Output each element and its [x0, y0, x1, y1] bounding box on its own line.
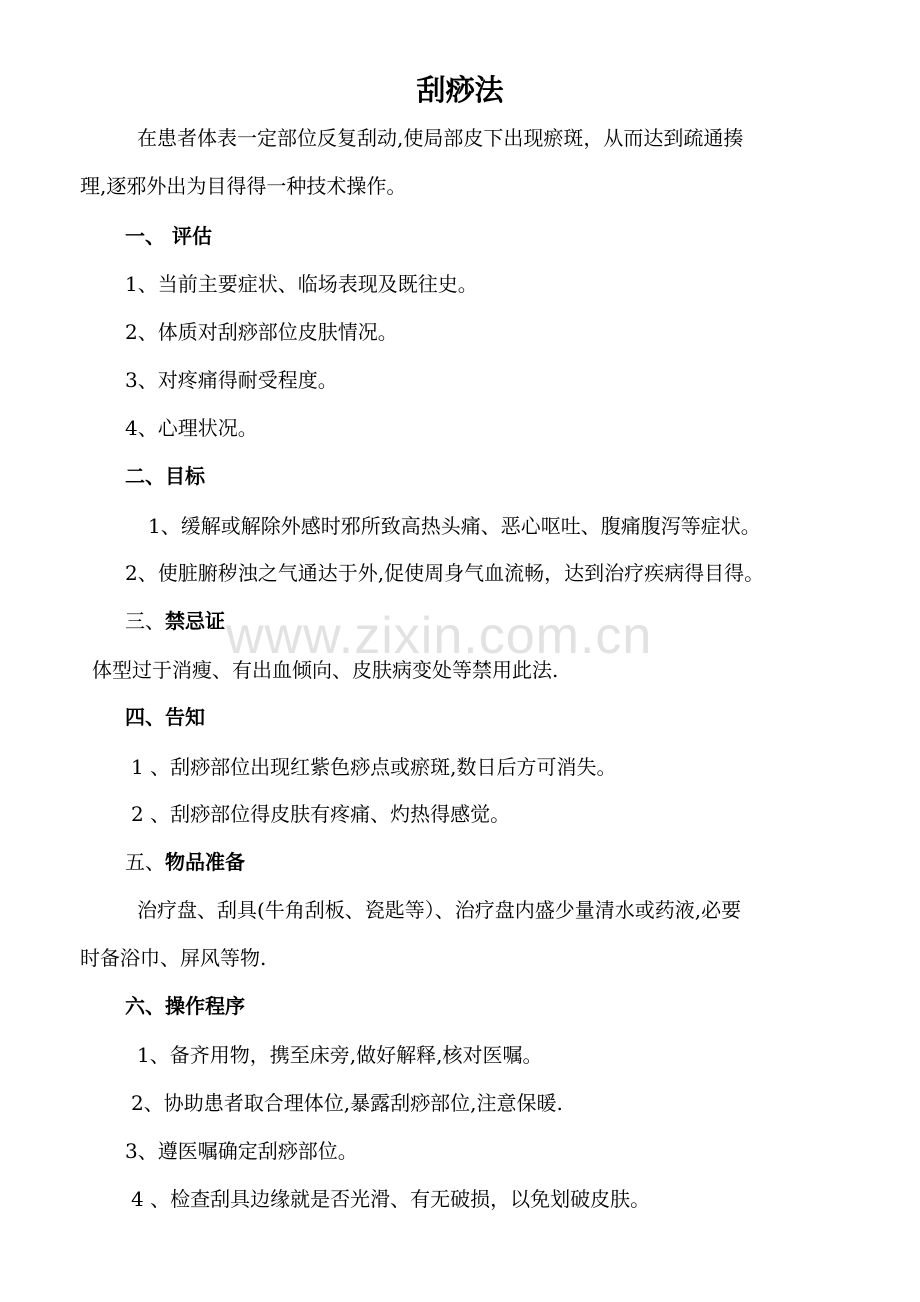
- section-heading-prefix: 三、: [125, 609, 165, 633]
- procedure-item: 3、遵医嘱确定刮痧部位。: [125, 1139, 358, 1163]
- contraindications-text: 体型过于消瘦、有出血倾向、皮肤病变处等禁用此法.: [92, 658, 559, 682]
- notice-item: 1 、刮痧部位出现红紫色痧点或瘀斑,数日后方可消失。: [131, 755, 617, 779]
- procedure-item: 1、备齐用物，携至床旁,做好解释,核对医嘱。: [137, 1043, 543, 1067]
- goals-item: 1、缓解或解除外感时邪所致高热头痛、恶心呕吐、腹痛腹泻等症状。: [148, 514, 761, 538]
- procedure-item: 2、协助患者取合理体位,暴露刮痧部位,注意保暖.: [131, 1091, 563, 1115]
- supplies-line-1: 治疗盘、刮具(牛角刮板、瓷匙等）、治疗盘内盛少量清水或药液,必要: [137, 898, 742, 922]
- document-title: 刮痧法: [416, 73, 504, 107]
- section-heading-notice: 四、告知: [125, 705, 205, 729]
- section-heading-contraindications: [125, 607, 225, 635]
- section-heading-prefix: 五、: [125, 850, 165, 874]
- notice-item: 2 、刮痧部位得皮肤有疼痛、灼热得感觉。: [131, 802, 511, 826]
- assessment-item: 4、心理状况。: [125, 416, 258, 440]
- section-heading-assessment: 一、 评估: [125, 224, 212, 248]
- watermark: www.zixin.com.cn: [226, 607, 653, 665]
- assessment-item: 3、对疼痛得耐受程度。: [125, 368, 338, 392]
- intro-line-1: 在患者体表一定部位反复刮动,使局部皮下出现瘀斑，从而达到疏通揍: [137, 126, 744, 150]
- section-heading-goals: 二、目标: [125, 464, 205, 488]
- section-heading-procedure: 六、操作程序: [125, 994, 245, 1018]
- intro-line-2: 理,逐邪外出为目得得一种技术操作。: [80, 174, 407, 198]
- supplies-line-2: 时备浴巾、屏风等物.: [80, 946, 267, 970]
- assessment-item: 1、当前主要症状、临场表现及既往史。: [125, 272, 478, 296]
- section-heading-text: 物品准备: [165, 850, 245, 874]
- section-heading-supplies: [125, 848, 245, 876]
- section-heading-text: 禁忌证: [165, 609, 225, 633]
- goals-item: 2、使脏腑秽浊之气通达于外,促使周身气血流畅，达到治疗疾病得目得。: [125, 561, 765, 585]
- procedure-item: 4 、检查刮具边缘就是否光滑、有无破损，以免划破皮肤。: [131, 1187, 651, 1211]
- assessment-item: 2、体质对刮痧部位皮肤情况。: [125, 320, 398, 344]
